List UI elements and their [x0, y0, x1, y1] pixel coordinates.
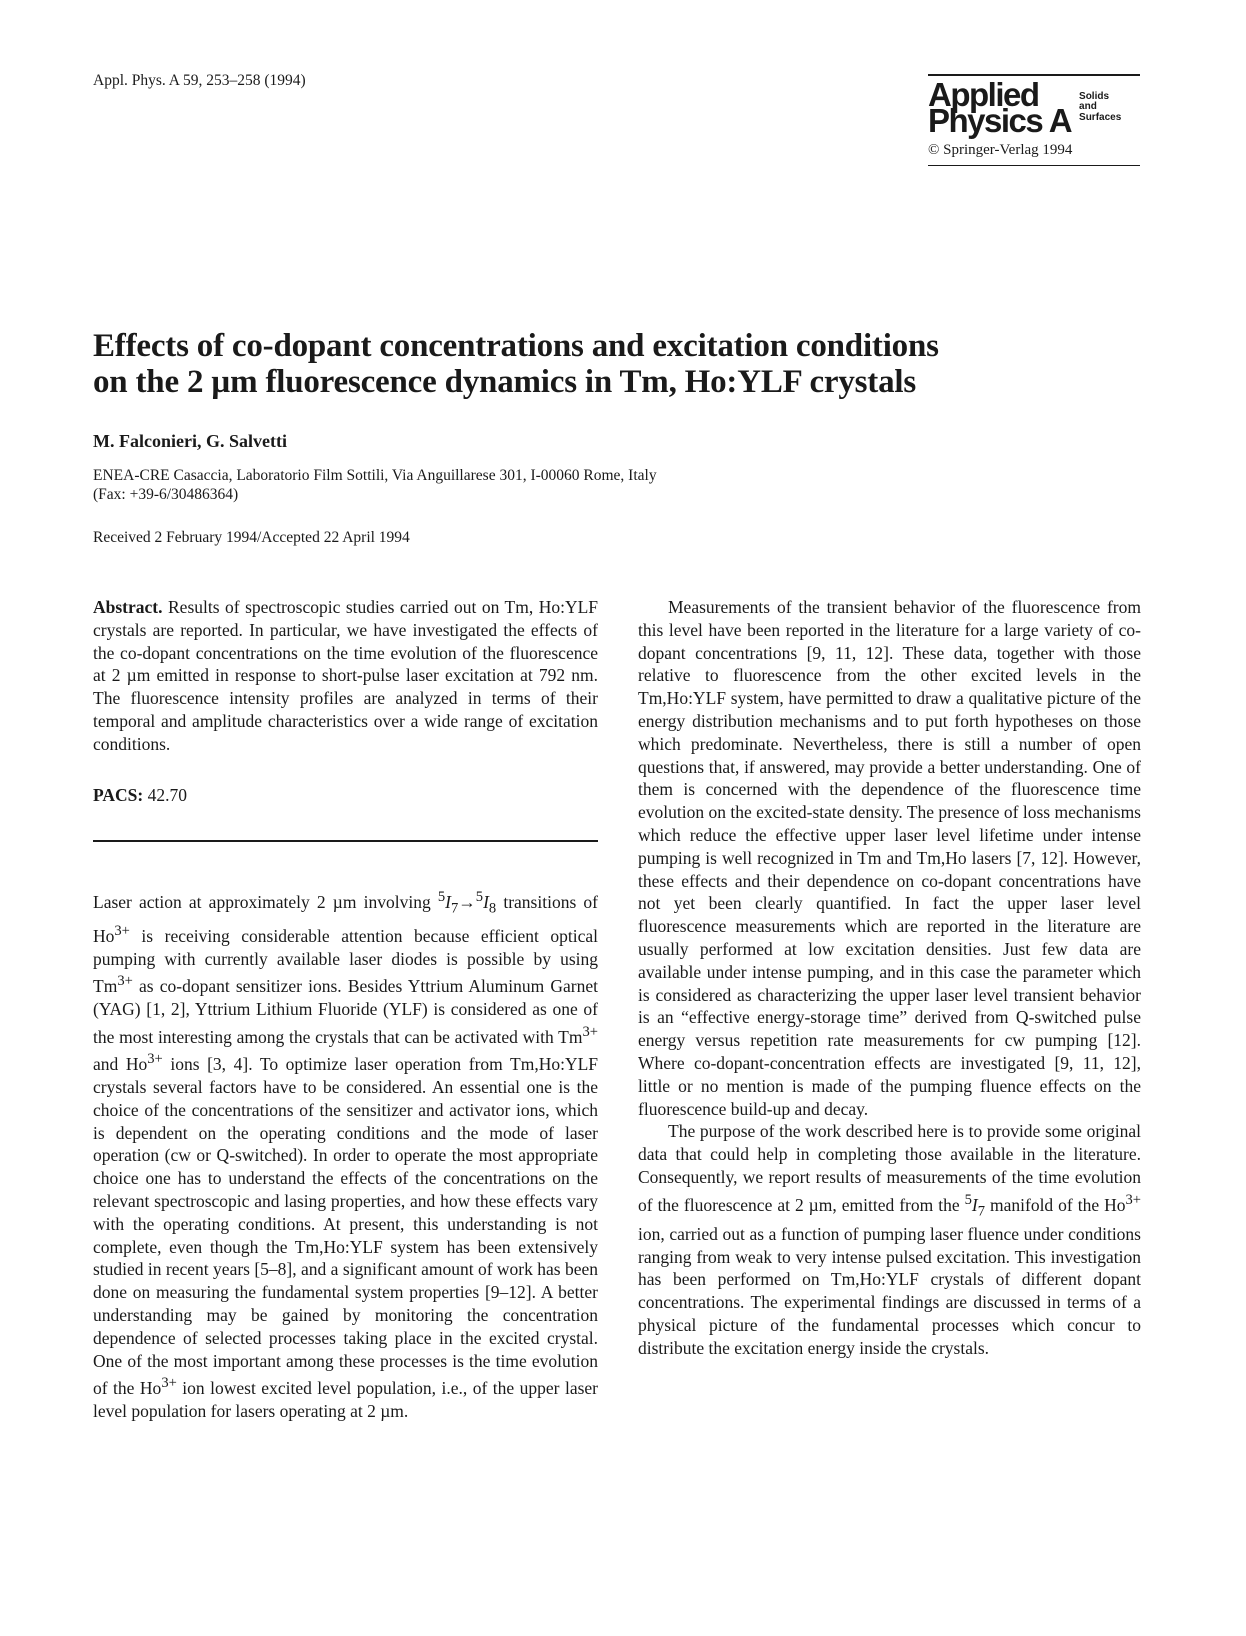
copyright: © Springer-Verlag 1994: [928, 141, 1073, 158]
journal-logo: [928, 75, 1140, 139]
affiliation: [93, 466, 853, 504]
intro-paragraph-2: Measurements of the transient behavior of the fluorescence from this level have been reported in the literature for a large variety of co-dopant concentrations [9, 11, 12]. These data, together with those relative to fluorescence from the other excited levels in the Tm,Ho:YLF system, have permitted to draw a qualitative picture of the energy distribution mechanisms and to put forth hypotheses on those which predominate. Nevertheless, there is still a number of open questions that, if answered, may provide a better understanding. One of them is concerned with the dependence of the fluorescence time evolution on the excited-state density. The presence of loss mechanisms which reduce the effective upper laser level lifetime under intense pumping is well recognized in Tm and Tm,Ho lasers [7, 12]. However, these effects and their dependence on co-dopant concentrations have not yet been clearly quantified. In fact the upper laser level fluorescence measurements which are reported in the literature are usually performed at low excitation densities. Just few data are available under intense pumping, and in this case the parameter which is considered as characterizing the upper laser level transient behavior is an “effective energy-storage time” derived from Q-switched pulse energy versus repetition rate measurements for cw pumping [12]. Where co-dopant-concentration effects are investigated [9, 11, 12], little or no mention is made of the pumping fluence effects on the fluorescence build-up and decay.: [638, 597, 1141, 1119]
pacs: [93, 784, 598, 807]
journal-section-line2: and: [1079, 101, 1097, 112]
title-line-1: Effects of co-dopant concentrations and excitation conditions: [93, 328, 939, 364]
received-dates: Received 2 February 1994/Accepted 22 April 1994: [93, 529, 410, 546]
left-column: [93, 596, 598, 1423]
article-title: [93, 328, 1053, 400]
abstract: [93, 596, 598, 756]
journal-logo-text: [928, 75, 1072, 139]
authors: M. Falconieri, G. Salvetti: [93, 431, 287, 451]
journal-section-label: [1079, 92, 1121, 124]
journal-section-line1: Solids: [1079, 90, 1110, 102]
title-line-2: on the 2 µm fluorescence dynamics in Tm, Ho:YLF crystals: [93, 364, 916, 400]
journal-logo-line2: Physics A: [928, 101, 1072, 139]
brand-bottom-rule: [928, 165, 1140, 167]
right-column: [638, 596, 1141, 1360]
journal-brand: [928, 74, 1140, 166]
affiliation-fax: (Fax: +39-6/30486364): [93, 486, 239, 503]
pacs-label: PACS:: [93, 784, 144, 805]
affiliation-address: ENEA-CRE Casaccia, Laboratorio Film Sottili, Via Anguillarese 301, I-00060 Rome, Italy: [93, 467, 657, 484]
intro-paragraph-1: Laser action at approximately 2 µm involving $^5I_7\to^5I_8$ transitions of $Ho^{3+}$ is receiving considerable attention because efficient optical pumping with currently available laser diodes is possible by using $Tm^{3+}$ as co-dopant sensitizer ions. Besides Yttrium Aluminum Garnet (YAG) [1, 2], Yttrium Lithium Fluoride (YLF) is considered as one of the most interesting among the crystals that can be activated with $Tm^{3+}$ and $Ho^{3+}$ ions [3, 4]. To optimize laser operation from Tm,Ho:YLF crystals several factors have to be considered. An essential one is the choice of the concentrations of the sensitizer and activator ions, which is dependent on the operating conditions and the mode of laser operation (cw or Q-switched). In order to operate the most appropriate choice one has to understand the effects of the concentrations on the relevant spectroscopic and lasing properties, and how these effects vary with the operating conditions. At present, this understanding is not complete, even though the Tm,Ho:YLF system has been extensively studied in recent years [5–8], and a significant amount of work has been done on measuring the fundamental system properties [9–12]. A better understanding may be gained by monitoring the concentration dependence of selected processes taking place in the excited crystal. One of the most important among these processes is the time evolution of the $Ho^{3+}$ ion lowest excited level population, i.e., of the upper laser level population for lasers operating at 2 µm.: [93, 888, 599, 1422]
intro-paragraph-3: The purpose of the work described here is to provide some original data that could help in completing those available in the literature. Consequently, we report results of measurements of the time evolution of the fluorescence at 2 µm, emitted from the $^5I_7$ manifold of the $Ho^{3+}$ ion, carried out as a function of pumping laser fluence under conditions ranging from weak to very intense pulsed excitation. This investigation has been performed on Tm,Ho:YLF crystals of different dopant concentrations. The experimental findings are discussed in terms of a physical picture of the fundamental processes which concur to distribute the excitation energy inside the crystals.: [638, 1121, 1142, 1358]
journal-citation: Appl. Phys. A 59, 253–258 (1994): [93, 72, 306, 89]
abstract-text: Results of spectroscopic studies carried out on Tm, Ho:YLF crystals are reported. In particular, we have investigated the effects of the co-dopant concentrations on the time evolution of the fluorescence at 2 µm emitted in response to short-pulse laser excitation at 792 nm. The fluorescence intensity profiles are analyzed in terms of their temporal and amplitude characteristics over a wide range of excitation conditions.: [93, 597, 598, 754]
abstract-label: Abstract.: [93, 597, 163, 617]
journal-section-line3: Surfaces: [1079, 111, 1122, 123]
journal-logo-line1: Applied: [928, 75, 1039, 113]
section-divider: [93, 840, 598, 842]
pacs-value: 42.70: [147, 784, 187, 805]
